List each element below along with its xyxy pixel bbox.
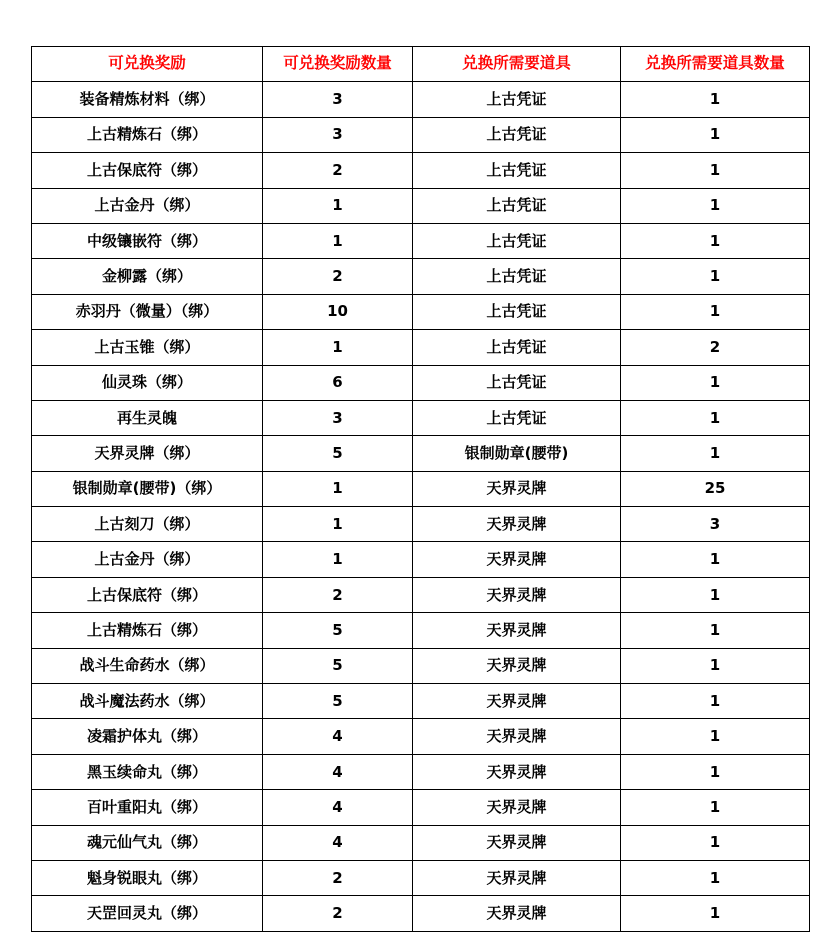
required-quantity-cell: 1 <box>621 719 810 754</box>
reward-quantity-cell: 5 <box>263 436 413 471</box>
required-item-cell: 上古凭证 <box>413 365 621 400</box>
table-row <box>32 542 810 577</box>
required-item-cell: 天界灵牌 <box>413 577 621 612</box>
required-quantity-cell: 3 <box>621 507 810 542</box>
required-item-cell: 上古凭证 <box>413 223 621 258</box>
table-row <box>32 648 810 683</box>
required-item-cell: 银制勋章(腰带) <box>413 436 621 471</box>
header-row <box>32 47 810 82</box>
reward-quantity-cell: 2 <box>263 860 413 895</box>
reward-quantity-cell: 2 <box>263 577 413 612</box>
reward-cell: 装备精炼材料（绑） <box>32 82 263 117</box>
required-item-cell: 上古凭证 <box>413 188 621 223</box>
required-quantity-cell: 1 <box>621 223 810 258</box>
reward-quantity-cell: 5 <box>263 684 413 719</box>
header-reward-quantity: 可兑换奖励数量 <box>263 47 413 82</box>
required-quantity-cell: 1 <box>621 117 810 152</box>
required-item-cell: 天界灵牌 <box>413 507 621 542</box>
required-item-cell: 天界灵牌 <box>413 754 621 789</box>
reward-quantity-cell: 1 <box>263 507 413 542</box>
table-row <box>32 684 810 719</box>
reward-cell: 上古保底符（绑） <box>32 153 263 188</box>
required-item-cell: 天界灵牌 <box>413 613 621 648</box>
table-row <box>32 294 810 329</box>
required-item-cell: 上古凭证 <box>413 330 621 365</box>
table-body <box>32 82 810 931</box>
required-item-cell: 天界灵牌 <box>413 684 621 719</box>
required-item-cell: 天界灵牌 <box>413 542 621 577</box>
table-row <box>32 82 810 117</box>
reward-cell: 金柳露（绑） <box>32 259 263 294</box>
required-quantity-cell: 1 <box>621 542 810 577</box>
table-row <box>32 330 810 365</box>
table-row <box>32 507 810 542</box>
reward-cell: 魂元仙气丸（绑） <box>32 825 263 860</box>
header-required-item: 兑换所需要道具 <box>413 47 621 82</box>
reward-cell: 天界灵牌（绑） <box>32 436 263 471</box>
table-row <box>32 577 810 612</box>
required-quantity-cell: 1 <box>621 896 810 931</box>
required-quantity-cell: 1 <box>621 259 810 294</box>
reward-cell: 再生灵魄 <box>32 400 263 435</box>
required-item-cell: 天界灵牌 <box>413 860 621 895</box>
table-row <box>32 860 810 895</box>
table-row <box>32 117 810 152</box>
required-quantity-cell: 1 <box>621 860 810 895</box>
required-quantity-cell: 1 <box>621 400 810 435</box>
required-quantity-cell: 1 <box>621 577 810 612</box>
reward-quantity-cell: 1 <box>263 188 413 223</box>
reward-cell: 中级镶嵌符（绑） <box>32 223 263 258</box>
reward-quantity-cell: 5 <box>263 648 413 683</box>
required-quantity-cell: 1 <box>621 365 810 400</box>
required-quantity-cell: 2 <box>621 330 810 365</box>
reward-cell: 上古金丹（绑） <box>32 188 263 223</box>
required-quantity-cell: 1 <box>621 294 810 329</box>
reward-cell: 上古精炼石（绑） <box>32 117 263 152</box>
required-quantity-cell: 1 <box>621 684 810 719</box>
reward-cell: 上古刻刀（绑） <box>32 507 263 542</box>
required-item-cell: 上古凭证 <box>413 82 621 117</box>
reward-cell: 黑玉续命丸（绑） <box>32 754 263 789</box>
exchange-table <box>31 46 810 932</box>
required-quantity-cell: 1 <box>621 153 810 188</box>
required-quantity-cell: 1 <box>621 790 810 825</box>
table-row <box>32 153 810 188</box>
required-quantity-cell: 1 <box>621 754 810 789</box>
reward-quantity-cell: 4 <box>263 719 413 754</box>
reward-quantity-cell: 3 <box>263 117 413 152</box>
reward-quantity-cell: 1 <box>263 330 413 365</box>
reward-quantity-cell: 2 <box>263 896 413 931</box>
reward-cell: 凌霜护体丸（绑） <box>32 719 263 754</box>
table-row <box>32 259 810 294</box>
reward-cell: 银制勋章(腰带)（绑） <box>32 471 263 506</box>
required-item-cell: 上古凭证 <box>413 117 621 152</box>
table-row <box>32 400 810 435</box>
reward-quantity-cell: 1 <box>263 223 413 258</box>
required-item-cell: 上古凭证 <box>413 294 621 329</box>
table-row <box>32 365 810 400</box>
reward-cell: 上古玉锥（绑） <box>32 330 263 365</box>
reward-quantity-cell: 10 <box>263 294 413 329</box>
reward-quantity-cell: 4 <box>263 825 413 860</box>
reward-quantity-cell: 4 <box>263 790 413 825</box>
reward-cell: 上古保底符（绑） <box>32 577 263 612</box>
reward-cell: 战斗魔法药水（绑） <box>32 684 263 719</box>
reward-cell: 上古金丹（绑） <box>32 542 263 577</box>
reward-cell: 上古精炼石（绑） <box>32 613 263 648</box>
reward-cell: 赤羽丹（微量）（绑） <box>32 294 263 329</box>
reward-quantity-cell: 5 <box>263 613 413 648</box>
table-row <box>32 719 810 754</box>
required-quantity-cell: 1 <box>621 188 810 223</box>
table-row <box>32 471 810 506</box>
reward-cell: 战斗生命药水（绑） <box>32 648 263 683</box>
reward-quantity-cell: 2 <box>263 153 413 188</box>
reward-quantity-cell: 6 <box>263 365 413 400</box>
reward-cell: 魁身锐眼丸（绑） <box>32 860 263 895</box>
reward-cell: 仙灵珠（绑） <box>32 365 263 400</box>
required-quantity-cell: 25 <box>621 471 810 506</box>
reward-quantity-cell: 3 <box>263 400 413 435</box>
required-item-cell: 天界灵牌 <box>413 719 621 754</box>
required-item-cell: 上古凭证 <box>413 400 621 435</box>
reward-quantity-cell: 2 <box>263 259 413 294</box>
required-item-cell: 上古凭证 <box>413 259 621 294</box>
reward-cell: 天罡回灵丸（绑） <box>32 896 263 931</box>
table-row <box>32 613 810 648</box>
reward-quantity-cell: 4 <box>263 754 413 789</box>
reward-quantity-cell: 1 <box>263 471 413 506</box>
required-item-cell: 天界灵牌 <box>413 790 621 825</box>
table-row <box>32 436 810 471</box>
table-row <box>32 188 810 223</box>
required-item-cell: 天界灵牌 <box>413 471 621 506</box>
table-row <box>32 896 810 931</box>
required-quantity-cell: 1 <box>621 648 810 683</box>
table-row <box>32 825 810 860</box>
required-quantity-cell: 1 <box>621 613 810 648</box>
reward-cell: 百叶重阳丸（绑） <box>32 790 263 825</box>
required-quantity-cell: 1 <box>621 82 810 117</box>
header-required-quantity: 兑换所需要道具数量 <box>621 47 810 82</box>
required-item-cell: 天界灵牌 <box>413 825 621 860</box>
reward-quantity-cell: 3 <box>263 82 413 117</box>
required-item-cell: 天界灵牌 <box>413 896 621 931</box>
table-row <box>32 223 810 258</box>
required-quantity-cell: 1 <box>621 825 810 860</box>
required-item-cell: 上古凭证 <box>413 153 621 188</box>
reward-quantity-cell: 1 <box>263 542 413 577</box>
header-reward: 可兑换奖励 <box>32 47 263 82</box>
table-row <box>32 754 810 789</box>
required-quantity-cell: 1 <box>621 436 810 471</box>
table-row <box>32 790 810 825</box>
required-item-cell: 天界灵牌 <box>413 648 621 683</box>
